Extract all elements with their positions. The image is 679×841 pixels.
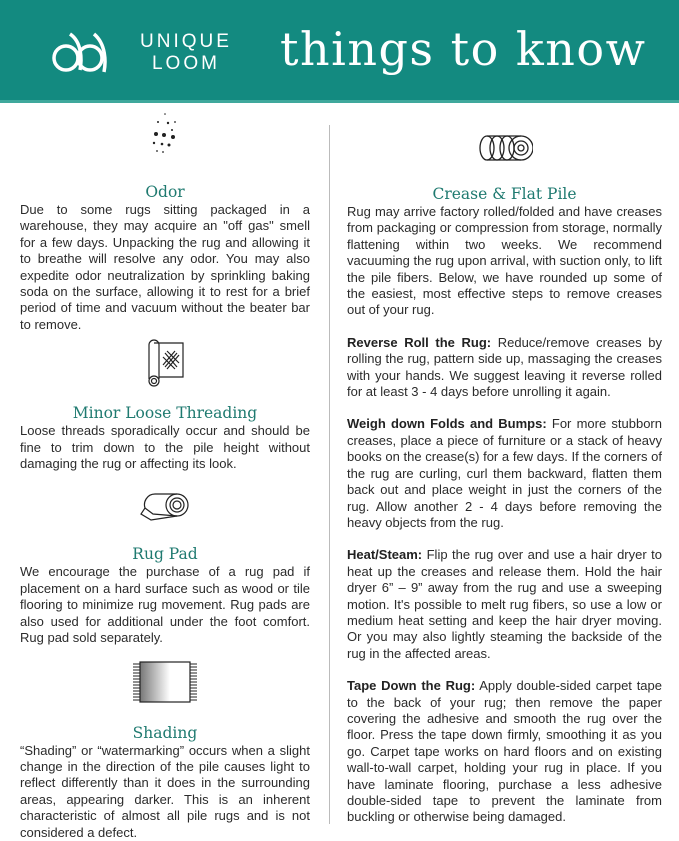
dots-odor-icon bbox=[145, 110, 185, 158]
tip-text: For more stubborn creases, place a piece of furniture or a stack of heavy books on the crease(s) for a few days. If the corners of the rug are curling, curl them backward, flatten them back out and place weight in just the corners of the rug. Allow another 2 - 4 days before removing the heavy objects from the rug. bbox=[347, 416, 662, 530]
brand-line-1: UNIQUE bbox=[140, 31, 232, 52]
tip-weigh-down bbox=[347, 416, 662, 531]
column-divider bbox=[329, 125, 330, 824]
tip-text: Reduce/remove creases by rolling the rug, pattern side up, massaging the creases with your hands. We suggest leaving it reverse rolled for at least 3 - 4 days before unrolling it again. bbox=[347, 334, 662, 400]
tip-reverse-roll bbox=[347, 335, 662, 401]
section-title-threading: Minor Loose Threading bbox=[72, 404, 258, 423]
section-title-rug-pad: Rug Pad bbox=[132, 545, 198, 564]
rolled-pad-icon bbox=[139, 492, 191, 522]
header-banner bbox=[0, 0, 679, 103]
rug-threads-icon bbox=[143, 339, 187, 387]
section-text-rug-pad: We encourage the purchase of a rug pad if placement on a hard surface such as wood or tile flooring to minimize rug movement. Rug pads are also used for additional under the foot comfort. Rug pad sold separately. bbox=[20, 564, 310, 646]
section-text-threading: Loose threads sporadically occur and should be fine to trim down to the pile height without damaging the rug or affecting its look. bbox=[20, 423, 310, 472]
tip-label: Heat/Steam: bbox=[347, 547, 423, 563]
unique-loom-logo-icon bbox=[52, 30, 107, 74]
right-column bbox=[347, 110, 662, 826]
section-title-shading: Shading bbox=[132, 723, 198, 742]
tip-label: Reverse Roll the Rug: bbox=[347, 334, 492, 350]
tip-label: Weigh down Folds and Bumps: bbox=[347, 416, 547, 432]
section-title-odor: Odor bbox=[145, 183, 185, 201]
shaded-rug-icon bbox=[130, 661, 200, 703]
tip-label: Tape Down the Rug: bbox=[347, 678, 476, 694]
brand-line-2: LOOM bbox=[151, 53, 220, 74]
crease-intro: Rug may arrive factory rolled/folded and have creases from packaging or compression from storage, normally flattening within two weeks. We recommend vacuuming the rug upon arrival, with suction only, to lift the pile fibers. Below, we have rounded up some of the easiest, most effective steps to remove creases out of your rug. bbox=[347, 204, 662, 318]
page-title: things to know bbox=[280, 22, 647, 76]
tip-tape-down bbox=[347, 678, 662, 826]
tip-text: Flip the rug over and use a hair dryer to heat up the creases and release them. Hold the hair dryer 6” – 9” away from the rug and use a sweeping motion. It's possible to melt rug fibers, so use a low or medium heat setting and keep the hair dryer moving. Or you may also lightly steaming the backside of the rug in the affected areas. bbox=[347, 547, 662, 661]
brand-name bbox=[140, 31, 232, 75]
section-text-odor: Due to some rugs sitting packaged in a warehouse, they may acquire an "off gas" smell for a few days. Unpacking the rug and allowing it to breathe will resolve any odor. You may also expedite odor neutralization by sprinkling baking soda on the surface, allowing it to rest for a brief period of time and vacuum without the beater bar to remove. bbox=[20, 202, 310, 332]
tip-text: Apply double-sided carpet tape to the back of your rug; then remove the paper covering the adhesive and smooth the rug over the floor. Press the tape down firmly, smoothing it as you go. Carpet tape works on hard floors and on existing wall-to-wall carpet, holding your rug in place. If you have laminate flooring, purchase a less adhesive double-sided tape to prevent the laminate from buckling or otherwise being damaged. bbox=[347, 678, 662, 825]
section-text-shading: “Shading” or “watermarking” occurs when a slight change in the direction of the pile causes light to reflect differently than it does in the surrounding areas, appearing darker. This is an inherent characteristic of almost all pile rugs and is not considered a defect. bbox=[20, 742, 310, 840]
section-title-crease: Crease & Flat Pile bbox=[432, 185, 577, 203]
tip-heat-steam bbox=[347, 547, 662, 662]
rolled-rug-icon bbox=[477, 134, 533, 162]
left-column bbox=[20, 110, 310, 841]
